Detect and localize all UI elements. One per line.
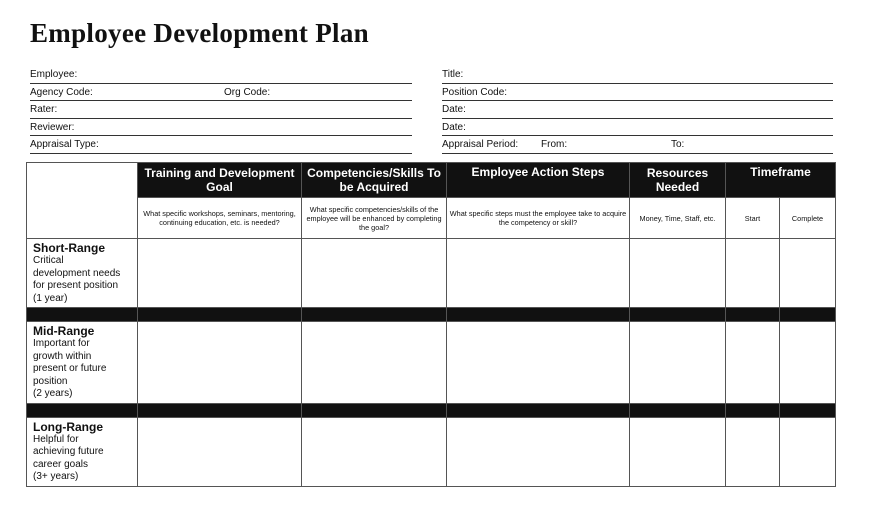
short-range-desc-line: for present position: [33, 280, 119, 291]
appraisal-type-field[interactable]: [30, 136, 412, 154]
date-label-1: Date:: [442, 104, 466, 115]
long-range-action-cell[interactable]: [447, 417, 630, 486]
long-range-desc-line: (3+ years): [33, 471, 79, 482]
band-cell: [27, 403, 138, 417]
mid-range-title: Mid-Range: [33, 324, 95, 338]
band-cell: [630, 403, 726, 417]
mid-range-complete-cell[interactable]: [780, 322, 836, 404]
short-range-desc-line: Critical: [33, 255, 64, 266]
development-plan-table: [26, 162, 836, 487]
short-range-action-cell[interactable]: [447, 239, 630, 308]
employee-label: Employee:: [30, 69, 78, 80]
band-cell: [780, 308, 836, 322]
header-blank-cell: [27, 163, 138, 198]
agency-code-label: Agency Code:: [30, 86, 93, 98]
mid-range-desc-line: (2 years): [33, 388, 73, 399]
mid-range-desc-line: Important for: [33, 338, 90, 349]
subheader-training: What specific workshops, seminars, mentoring, continuing education, etc. is needed?: [138, 198, 302, 239]
band-cell: [447, 403, 630, 417]
position-code-label: Position Code:: [442, 86, 508, 98]
band-cell: [630, 308, 726, 322]
form-fields-right: [442, 66, 833, 154]
mid-range-resources-cell[interactable]: [630, 322, 726, 404]
subheader-row: [27, 198, 836, 239]
header-resources: Resources Needed: [630, 163, 726, 198]
subheader-resources: Money, Time, Staff, etc.: [630, 198, 726, 239]
long-range-label: [27, 417, 138, 486]
reviewer-field[interactable]: [30, 119, 412, 137]
date-label-2: Date:: [442, 121, 466, 133]
mid-range-training-cell[interactable]: [138, 322, 302, 404]
mid-range-desc-line: present or future: [33, 363, 107, 374]
mid-range-desc-line: growth within: [33, 350, 92, 362]
band-cell: [726, 403, 780, 417]
title-field[interactable]: [442, 66, 833, 84]
band-cell: [138, 403, 302, 417]
long-range-resources-cell[interactable]: [630, 417, 726, 486]
position-code-field[interactable]: [442, 84, 833, 102]
to-label: To:: [671, 139, 685, 150]
separator-band: [27, 308, 836, 322]
mid-range-competencies-cell[interactable]: [302, 322, 447, 404]
short-range-desc-line: development needs: [33, 267, 121, 279]
long-range-competencies-cell[interactable]: [302, 417, 447, 486]
subheader-blank-cell: [27, 198, 138, 239]
subheader-competencies: What specific competencies/skills of the employee will be enhanced by completing the goal?: [302, 198, 447, 239]
short-range-complete-cell[interactable]: [780, 239, 836, 308]
page-title: Employee Development Plan: [30, 18, 369, 48]
separator-band: [27, 403, 836, 417]
band-cell: [726, 308, 780, 322]
mid-range-start-cell[interactable]: [726, 322, 780, 404]
short-range-competencies-cell[interactable]: [302, 239, 447, 308]
band-cell: [780, 403, 836, 417]
header-training: Training and Development Goal: [138, 163, 302, 198]
short-range-label: [27, 239, 138, 308]
date-field-1[interactable]: [442, 101, 833, 119]
band-cell: [27, 308, 138, 322]
mid-range-action-cell[interactable]: [447, 322, 630, 404]
appraisal-period-field[interactable]: [442, 136, 833, 154]
appraisal-type-label: Appraisal Type:: [30, 139, 99, 150]
header-row: [27, 163, 836, 198]
subheader-start: Start: [726, 198, 780, 239]
form-fields-left: [30, 66, 412, 154]
short-range-resources-cell[interactable]: [630, 239, 726, 308]
short-range-desc-line: (1 year): [33, 292, 68, 304]
employee-field[interactable]: [30, 66, 412, 84]
agency-code-field[interactable]: [30, 84, 412, 102]
title-label: Title:: [442, 69, 464, 80]
mid-range-row: [27, 322, 836, 404]
short-range-start-cell[interactable]: [726, 239, 780, 308]
band-cell: [138, 308, 302, 322]
band-cell: [447, 308, 630, 322]
rater-label: Rater:: [30, 104, 58, 115]
date-field-2[interactable]: [442, 119, 833, 137]
header-competencies: Competencies/Skills To be Acquired: [302, 163, 447, 198]
long-range-title: Long-Range: [33, 419, 103, 434]
subheader-action-steps: What specific steps must the employee take to acquire the competency or skill?: [447, 198, 630, 239]
long-range-desc-line: Helpful for: [33, 433, 79, 445]
subheader-complete: Complete: [780, 198, 836, 239]
long-range-row: [27, 417, 836, 486]
from-label: From:: [541, 139, 568, 150]
short-range-row: [27, 239, 836, 308]
long-range-training-cell[interactable]: [138, 417, 302, 486]
rater-field[interactable]: [30, 101, 412, 119]
header-action-steps: Employee Action Steps: [447, 163, 630, 198]
header-timeframe: Timeframe: [726, 163, 836, 198]
reviewer-label: Reviewer:: [30, 121, 75, 133]
band-cell: [302, 308, 447, 322]
long-range-desc-line: achieving future: [33, 446, 104, 457]
mid-range-desc-line: position: [33, 375, 68, 387]
appraisal-period-label: Appraisal Period:: [442, 139, 519, 150]
long-range-complete-cell[interactable]: [780, 417, 836, 486]
long-range-desc-line: career goals: [33, 458, 89, 470]
band-cell: [302, 403, 447, 417]
long-range-start-cell[interactable]: [726, 417, 780, 486]
short-range-training-cell[interactable]: [138, 239, 302, 308]
org-code-label: Org Code:: [224, 86, 271, 98]
short-range-title: Short-Range: [33, 241, 105, 255]
mid-range-label: [27, 322, 138, 404]
